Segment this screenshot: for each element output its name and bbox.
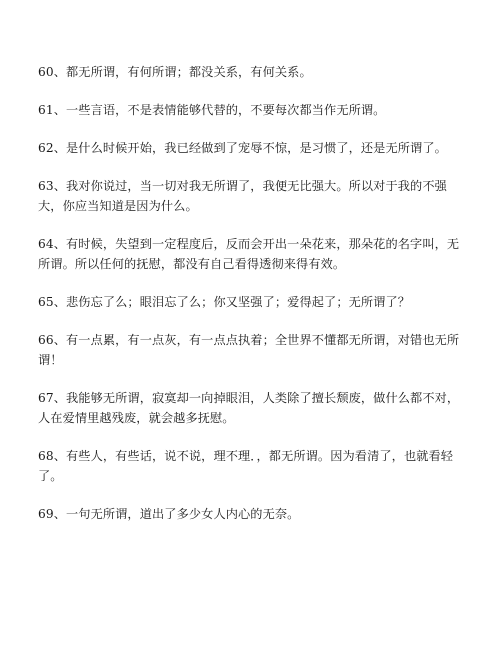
list-item: 68、有些人，有些话，说不说，理不理．，都无所谓。因为看清了，也就看轻了。 [38, 449, 454, 483]
list-item: 65、悲伤忘了么；眼泪忘了么；你又坚强了；爱得起了；无所谓了？ [38, 295, 411, 309]
list-item: 63、我对你说过，当一切对我无所谓了，我便无比强大。所以对于我的不强大，你应当知道是因为什么。 [38, 179, 447, 213]
list-item: 62、是什么时候开始，我已经做到了宠辱不惊，是习惯了，还是无所谓了。 [38, 141, 447, 155]
list-item: 69、一句无所谓，道出了多少女人内心的无奈。 [38, 507, 300, 521]
list-item: 61、一些言语，不是表情能够代替的，不要每次都当作无所谓。 [38, 103, 386, 117]
list-item: 64、有时候，失望到一定程度后，反而会开出一朵花来，那朵花的名字叫，无所谓。所以任何的抚慰，都没有自己看得透彻来得有效。 [38, 237, 460, 271]
list-item: 66、有一点累，有一点灰，有一点点执着；全世界不懂都无所谓，对错也无所谓！ [38, 333, 460, 367]
list-item: 60、都无所谓，有何所谓；都没关系，有何关系。 [38, 65, 312, 79]
list-item: 67、我能够无所谓，寂寞却一向掉眼泪，人类除了擅长颓废，做什么都不对，人在爱情里越残废，就会越多抚慰。 [38, 391, 460, 425]
